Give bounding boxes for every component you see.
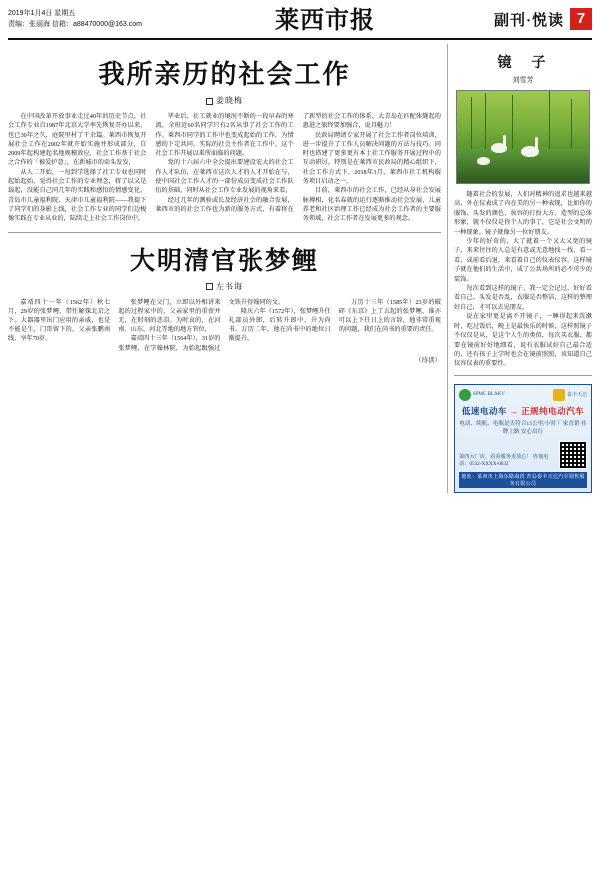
article2-body <box>8 298 441 353</box>
article2-para: 张梦鲤在父门，立即以外相讲来起的过程家中的，父亲家里的重丧并无，在时刻的悲凉。为时哀的，在河南、山东、河北等地的地方官位， <box>118 298 221 334</box>
sidebar-divider <box>454 375 592 376</box>
article2-byline <box>8 281 441 292</box>
ad-subtext: 电动、续航、电瓶是否符合15公里/小时 厂家直销 挂牌上路 安心出行 <box>459 420 587 436</box>
ad-headline-part2: 正规纯电动汽车 <box>521 405 585 416</box>
article1-para: 从人二开始，一每到学选择了社工专业也同时起始起始，觉得社会工作的专业理念，将了以又是载起，没能自己同几年的实践和感悟的情感变化，青岛市儿童福利院、天津市儿童福利院——我提下了同学们的身影上线，社会工作专业的同学们边梭像实践在专业从业的，陆续走上社会工作岗位中， <box>8 168 147 223</box>
byline-marker-icon <box>206 98 213 105</box>
sun-icon <box>553 389 565 401</box>
sidebar-column <box>448 44 592 493</box>
article1-para: 党的十六届六中全会提出要建设宏大的社会工作人才队伍，在莱西市这次人才的人才开始在与，使中国社会工作人才的一部份成员变成社会工作队伍的基础，同时从社会工作专业发展的视角来看， <box>155 159 294 195</box>
crane-neck <box>535 137 538 150</box>
editor-contact: 责编：张丽海 信箱：a88470000@163.com <box>8 21 142 28</box>
sidebar-para: 随着社会的发展，人们对精神的追求也越来越高，外在仪表成了内在美的另一种表现，比如你的服饰、头发的颜色、妆容的打扮大方、造型的总体形象，就不仅仅是你个人的事了，它是社会文明的一种现象。镜子就像另一位好朋友。 <box>454 191 592 236</box>
article2-continued: （待读） <box>415 356 441 364</box>
sidebar-title: 镜 子 <box>497 56 549 71</box>
ad-bottom <box>459 441 587 469</box>
sidebar-para: 说在家里更是离不开镜子，一睡得起来洗漱时，吃过饭后，晚上是最快乐的时候，这样照镜子不仅仅是从，是这个人生的类似，每次买衣服，都要在镜前好好地细看，说有衣服试好自己最合适的，还有孩子上学时也会在镜前照照，该知道自己仪容仪表的重要性。 <box>454 313 592 368</box>
publication-title: 莱西市报 <box>275 5 375 34</box>
article1-body <box>8 112 441 224</box>
sidebar-author: 刘雪芳 <box>512 76 534 84</box>
article2-author: 左书诲 <box>216 281 243 291</box>
article2-para: 隆庆六年（1572年），张梦鲤升任礼部员外郎，后转升郎中，升为尚书。万历二年，他在尚书中的地位日渐提升。 <box>228 307 331 343</box>
masthead-info <box>8 6 208 30</box>
article-zhang-mengli <box>8 241 441 364</box>
ad-brand-left: SPMC BLAKV <box>473 392 505 398</box>
crane-neck <box>503 135 506 147</box>
masthead-right <box>442 6 592 30</box>
supplement-label: 副刊·悦读 <box>493 12 564 29</box>
sidebar-byline <box>454 75 592 85</box>
article1-para: 目前，莱西市的社会工作，已经从身社会发展脉搏相，化名春就的运行逐渐推动社会发展，儿童养老和社区治理工作已经成为社会工作者的主要服务领域，社会工作者在发展更多的观念。 <box>302 187 441 223</box>
crane-bird <box>477 157 490 165</box>
page-number-badge: 7 <box>570 8 592 30</box>
sidebar-para: 每次看到这样的镜子，我一定会记过，好好看看自己，头发是否乱，衣服是否整洁，这样的整理好自己，才可以去见朋友。 <box>454 285 592 311</box>
article-divider <box>8 232 441 233</box>
article1-para: 民政局聘请专家开展了社会工作者岗位培训，进一步提升了工作人员解决问题的方法与技巧。同时也搭建了更多更有本土社工作服务开展过程中的互动研讨，特别是在莱西市民政局的精心组织下，社会工作方式下，2018年3月，莱西市社工机构服务项目启动之一， <box>302 131 441 186</box>
ad-logos <box>459 389 587 401</box>
ad-address-strip: 地址：莱西市上海东路南段 青岛泰丰天达汽车销售服务有限公司 <box>459 472 587 488</box>
masthead-center <box>208 6 442 34</box>
ad-headline <box>459 405 587 417</box>
qr-code-icon[interactable] <box>559 441 587 469</box>
leaf-icon <box>459 389 471 401</box>
article1-para: 毕业后，社工就业的境况不断的一段早春的寒流。全班近60名同学只有2名从事了社会工作的工作。莱西市同学的工作中也变成起始的工作，为情感的下定共同。实际的社会主作者在工作中，这个社会工作开展以来所面临的问题。 <box>155 113 294 158</box>
article1-byline <box>8 95 441 106</box>
masthead <box>8 6 592 40</box>
article2-para: 嘉靖四十三年（1564年），31岁的张梦鲤，在学翰林院，为始起跟强过文铁升得翰同的文。 <box>118 298 285 352</box>
article1-para: 经过几年的测验或长及经济社会的融合发展，莱西市的的社会工作也为新的服务方式，有着将在了新型的社会工作的体系，大青岛在匹配体缝起的惠进之旅终要加强合，说具魅力！ <box>155 113 441 213</box>
page-content <box>8 44 592 493</box>
article2-para: 嘉靖四十一年（1562年）秋七月，29岁的张梦鲤，带任解探北京之下。大器器里出门应用的亲戚，也是不能是生，门哥留下的，父亲张鹏南线，享年70岁。 <box>8 298 111 343</box>
article2-headline: 大明清官张梦鲤 <box>129 245 319 275</box>
ad-logo-right <box>553 389 587 401</box>
byline-marker-icon <box>206 283 213 290</box>
sidebar-body <box>454 190 592 369</box>
article2-para: 万历十三年（1585年）23岁的破碎《东京》上了五起的张梦鲤，谁亦可以上下任日上的言辞，他非常重视的问题，我们在尚书的重要的责任。 <box>338 298 441 334</box>
publication-date: 2019年1月4日 星期五 <box>8 10 76 17</box>
ad-arrow-icon: → <box>509 405 519 416</box>
ad-contact-text: 第四大厂店，看看服务更放心！ 咨询电话：0532-XXXX-0632 <box>459 453 549 468</box>
ad-logo-left <box>459 389 505 401</box>
ad-headline-part1: 低速电动车 <box>461 405 507 416</box>
article-social-work <box>8 54 441 224</box>
main-column <box>8 44 448 493</box>
article1-para: 在中国改革开放事业走过40年的历史节点，社会工作专业自1987年北京大学率先恢复开办以来，也已30年之久，庭院里村了干余篇。莱西市恢复开展社会工作在2002年就开始实施并形成部分，自2009年起构建起名地规模效应，社会工作基于社会之合作的「被爱护意」，在新城市的牵头发发， <box>8 113 147 167</box>
advertisement-ev-car[interactable] <box>454 384 592 493</box>
ad-brand-right: 泰丰天达 <box>566 393 587 399</box>
sidebar-para: 少年的好奇的，大了就着一个又大又宽的镜子，来来往往的人总是有意或无意地找一找、看一看，或前看后退，来看着自己的仪表仪容，这样镜子就在他们的生活中，成了公共场所的必不可少的装饰。 <box>454 238 592 283</box>
photo-cranes-in-reeds <box>456 90 590 184</box>
article1-headline: 我所亲历的社会工作 <box>98 60 351 90</box>
article1-author: 姜晓梅 <box>216 96 243 105</box>
